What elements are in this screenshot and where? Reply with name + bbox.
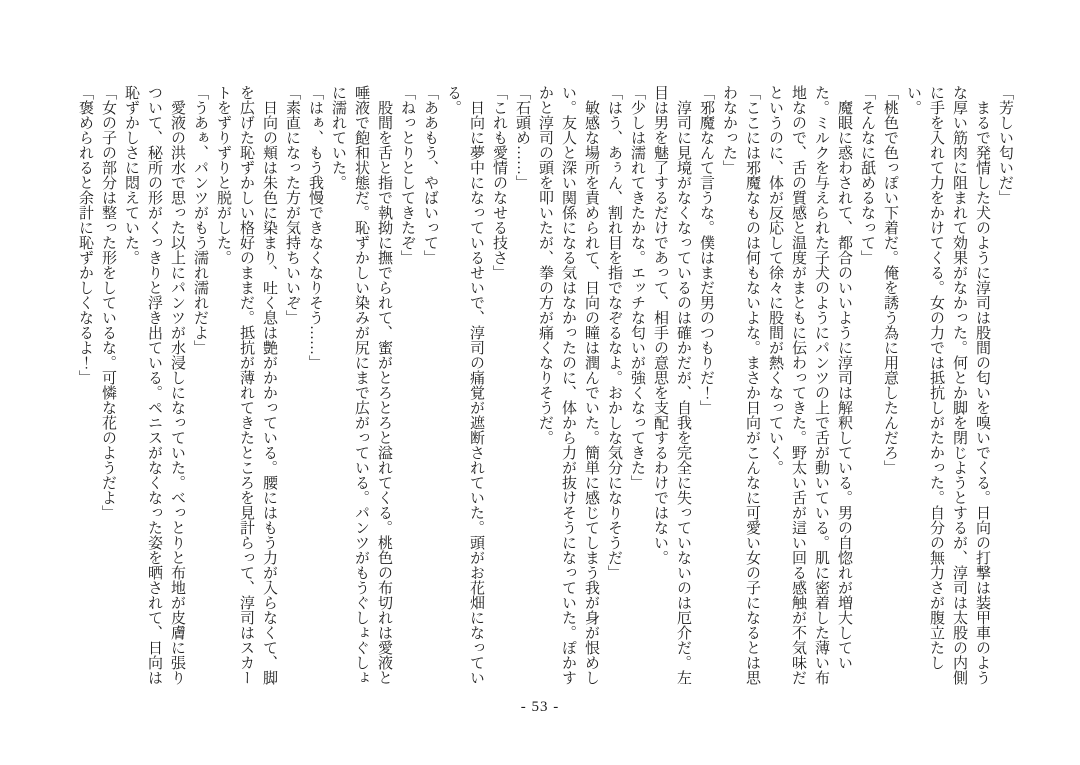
paragraph-dialogue: 「桃色で色っぽい下着だ。俺を誘う為に用意したんだろ」 xyxy=(882,85,898,475)
vertical-text-block xyxy=(73,85,1016,685)
paragraph-dialogue: 「少しは濡れてきたかな。エッチな匂いが強くなってきた」 xyxy=(629,85,645,490)
paragraph-dialogue: 「はぁ、もう我慢できなくなりそう……」 xyxy=(307,85,323,370)
paragraph-dialogue: 「邪魔なんて言うな。僕はまだ男のつもりだ！」 xyxy=(698,85,714,415)
paragraph-narration: まるで発情した犬のように淳司は股間の匂いを嗅いでくる。日向の打撃は装甲車のような厚い筋肉に阻まれて効果がなかった。何とか脚を閉じようとするが、淳司は太股の内側に手を入れて力をかけてくる。女の力では抵抗しがたかった。自分の無力さが腹立たしい。 xyxy=(905,85,990,685)
paragraph-narration: 股間を舌と指で執拗に撫でられて、蜜がとろとろと溢れてくる。桃色の布切れは愛液と唾液で飽和状態だ。恥ずかしい染みが尻にまで広がっている。パンツがもうぐしょぐしょに濡れていた。 xyxy=(330,85,392,685)
paragraph-narration: 敏感な場所を責められて、日向の瞳は潤んでいた。簡単に感じてしまう我が身が恨めしい。友人と深い関係になる気はなかったのに、体から力が抜けそうになっていた。ぽかすかと淳司の頭を叩いたが、拳の方が痛くなりそうだ。 xyxy=(537,85,599,685)
paragraph-dialogue: 「ここには邪魔なものは何もないよな。まさか日向がこんなに可愛い女の子になるとは思わなかった」 xyxy=(721,85,760,685)
paragraph-dialogue: 「石頭め……」 xyxy=(514,85,530,190)
paragraph-narration: 魔眼に惑わされて、都合のいいように淳司は解釈している。男の自惚れが増大していた。ミルクを与えられた子犬のようにパンツの上で舌が動いている。肌に密着した薄い布地なので、舌の質感と温度がまともに伝わってきた。野太い舌が這い回る感触が不気味だというのに、体が反応して徐々に股間が熱くなっていく。 xyxy=(767,85,852,685)
paragraph-narration: 淳司に見境がなくなっているのは確かだが、自我を完全に失っていないのは厄介だ。左目は男を魅了するだけであって、相手の意思を支配するわけではない。 xyxy=(652,85,691,685)
paragraph-dialogue: 「はう、あぅん、割れ目を指でなぞるなよ。おかしな気分になりそうだ」 xyxy=(606,85,622,580)
paragraph-dialogue: 「芳しい匂いだ」 xyxy=(997,85,1013,205)
paragraph-dialogue: 「褒められると余計に恥ずかしくなるよ！」 xyxy=(77,85,93,385)
paragraph-narration: 日向の頬は朱色に染まり、吐く息は艶がかかっている。腰にはもう力が入らなくて、脚を広げた恥ずかしい格好のままだ。抵抗が薄れてきたところを見計らって、淳司はスカートをずりずりと脱がした。 xyxy=(215,85,277,685)
paragraph-narration: 愛液の洪水で思った以上にパンツが水浸しになっていた。べっとりと布地が皮膚に張りついて、秘所の形がくっきりと浮き出ている。ペニスがなくなった姿を晒されて、日向は恥ずかしさに悶えていた。 xyxy=(123,85,185,685)
paragraph-dialogue: 「女の子の部分は整った形をしているな。可憐な花のようだよ」 xyxy=(100,85,116,520)
paragraph-dialogue: 「ねっとりとしてきたぞ」 xyxy=(399,85,415,265)
paragraph-dialogue: 「ああもう、やばいって」 xyxy=(422,85,438,265)
paragraph-dialogue: 「これも愛情のなせる技さ」 xyxy=(491,85,507,280)
paragraph-dialogue: 「うあぁ、パンツがもう濡れ濡れだよ」 xyxy=(192,85,208,355)
paragraph-dialogue: 「そんなに舐めるなって」 xyxy=(859,85,875,265)
paragraph-narration: 日向に夢中になっているせいで、淳司の痛覚が遮断されていた。頭がお花畑になっている。 xyxy=(445,85,484,685)
paragraph-dialogue: 「素直になった方が気持ちいいぞ」 xyxy=(284,85,300,325)
page-number: - 53 - xyxy=(520,699,560,715)
